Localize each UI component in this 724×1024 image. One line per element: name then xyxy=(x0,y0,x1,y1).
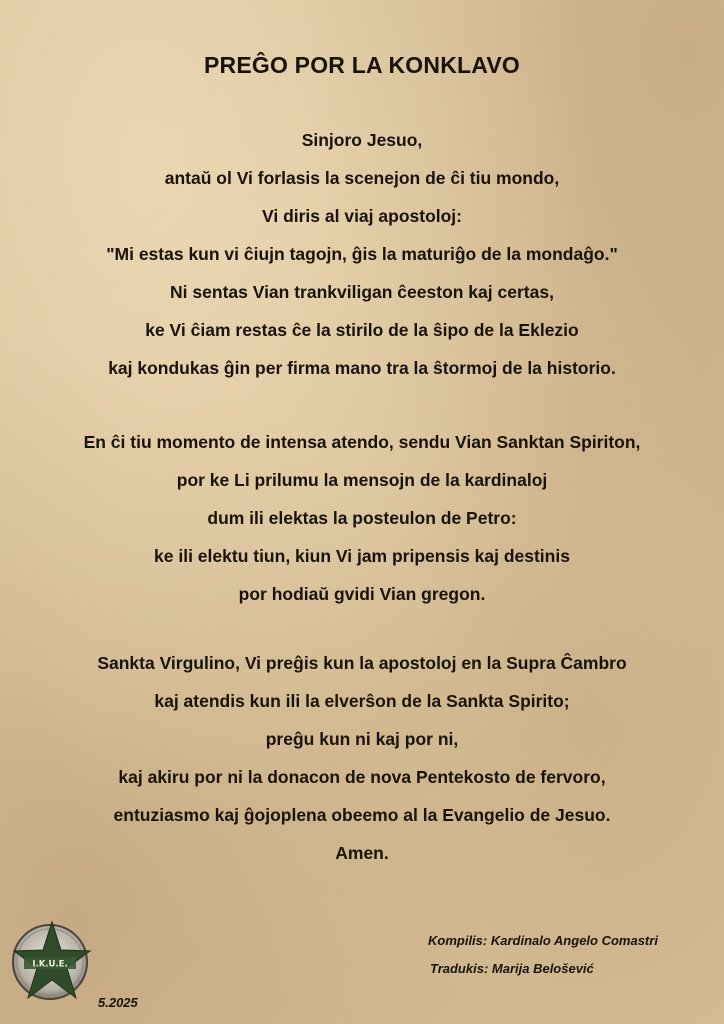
green-star-seal-icon xyxy=(12,918,92,1006)
prayer-line: ke ili elektu tiun, kiun Vi jam pripensis kaj destinis xyxy=(154,546,570,566)
credits-block xyxy=(428,932,658,988)
prayer-line: entuziasmo kaj ĝojoplena obeemo al la Evangelio de Jesuo. xyxy=(113,805,611,825)
translator-credit: Tradukis: Marija Belošević xyxy=(430,961,594,976)
compiler-credit: Kompilis: Kardinalo Angelo Comastri xyxy=(428,933,658,948)
prayer-line: Vi diris al viaj apostoloj: xyxy=(261,206,462,226)
prayer-line: "Mi estas kun vi ĉiujn tagojn, ĝis la maturiĝo de la mondaĝo." xyxy=(106,244,618,264)
prayer-stanza-1 xyxy=(0,121,724,387)
prayer-stanza-2 xyxy=(0,423,724,613)
prayer-line: Amen. xyxy=(335,843,389,863)
document-title: PREĜO POR LA KONKLAVO xyxy=(204,52,520,78)
prayer-line: por hodiaŭ gvidi Vian gregon. xyxy=(238,584,486,604)
prayer-line: kaj atendis kun ili la elverŝon de la Sankta Spirito; xyxy=(154,691,570,711)
prayer-line: kaj kondukas ĝin per firma mano tra la ŝtormoj de la historio. xyxy=(108,358,616,378)
issue-date: 5.2025 xyxy=(98,995,138,1010)
prayer-line: antaŭ ol Vi forlasis la scenejon de ĉi tiu mondo, xyxy=(164,168,560,188)
prayer-line: Sinjoro Jesuo, xyxy=(301,130,423,150)
prayer-line: Sankta Virgulino, Vi preĝis kun la apostoloj en la Supra Ĉambro xyxy=(97,653,627,673)
prayer-line: kaj akiru por ni la donacon de nova Pentekosto de fervoro, xyxy=(118,767,606,787)
prayer-stanza-3 xyxy=(0,644,724,872)
prayer-line: por ke Li prilumu la mensojn de la kardinaloj xyxy=(176,470,548,490)
prayer-line: ke Vi ĉiam restas ĉe la stirilo de la ŝipo de la Eklezio xyxy=(145,320,579,340)
logo-text: I.K.U.E. xyxy=(32,959,68,970)
prayer-line: En ĉi tiu momento de intensa atendo, sendu Vian Sanktan Spiriton, xyxy=(83,432,641,452)
prayer-line: preĝu kun ni kaj por ni, xyxy=(265,729,459,749)
prayer-line: dum ili elektas la posteulon de Petro: xyxy=(207,508,517,528)
prayer-line: Ni sentas Vian trankviligan ĉeeston kaj certas, xyxy=(170,282,554,302)
